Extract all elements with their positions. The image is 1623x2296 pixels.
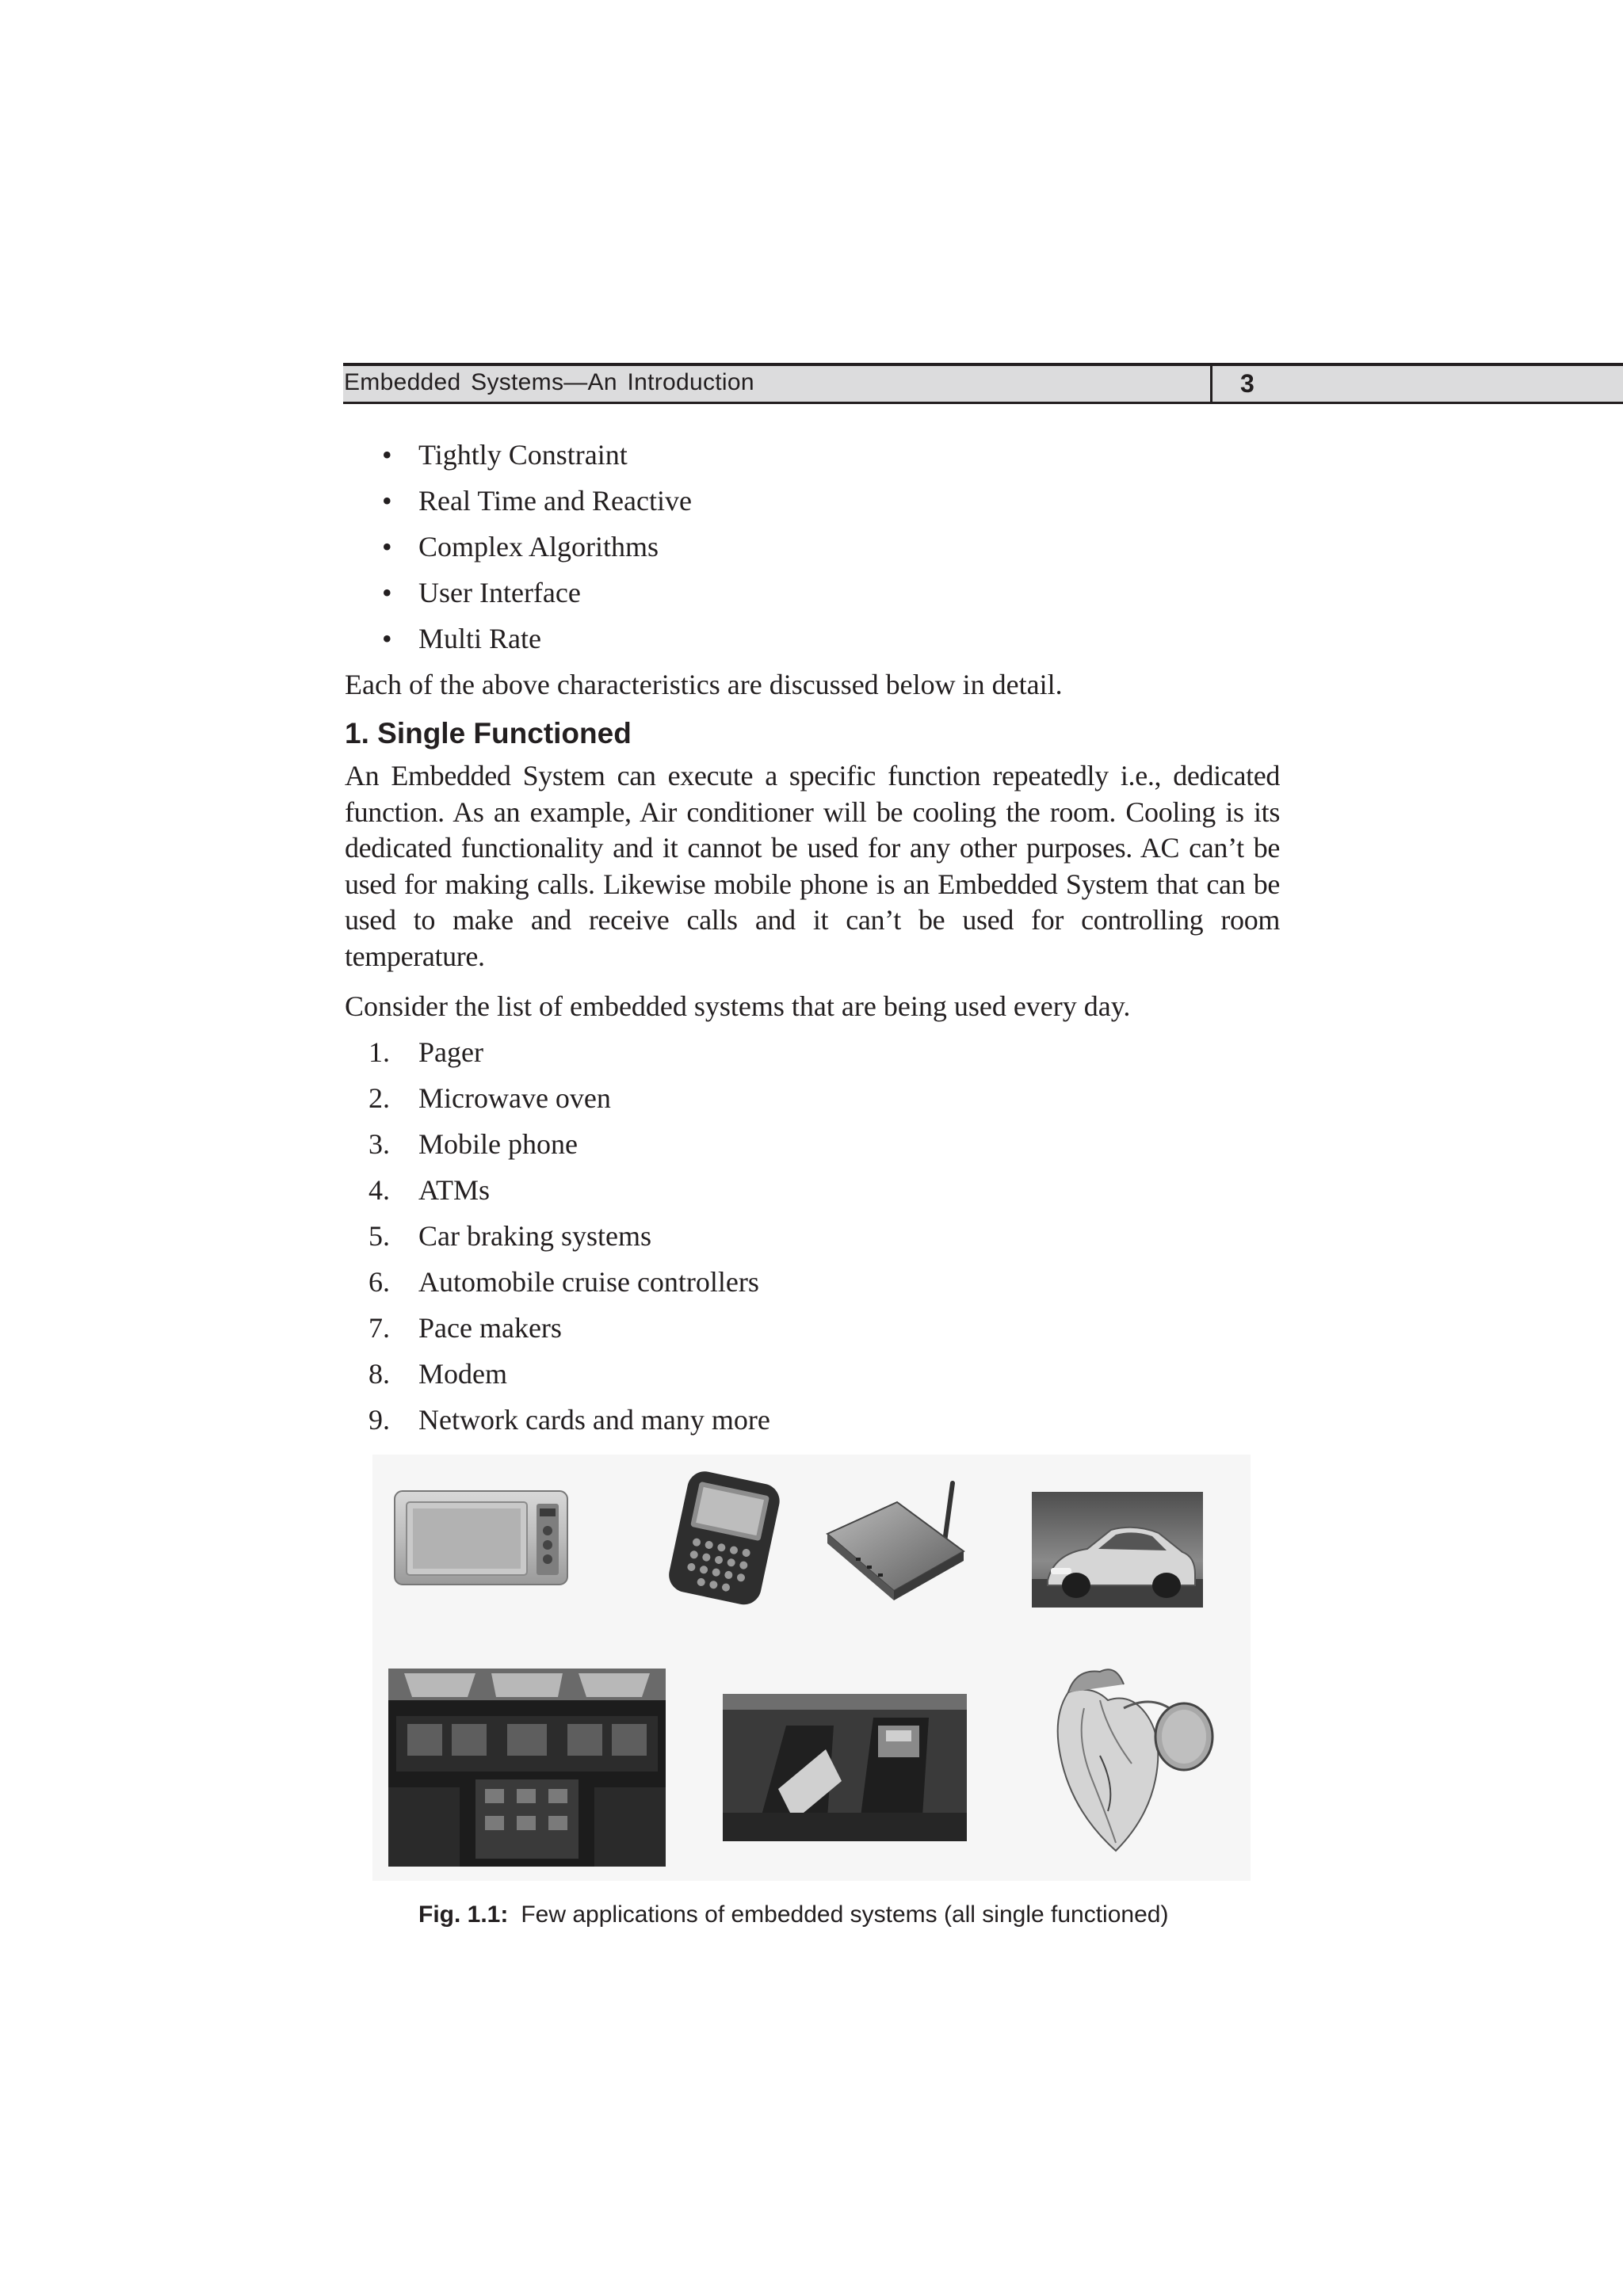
car-image [1032, 1492, 1203, 1608]
list-item: 7. Pace makers [369, 1311, 562, 1344]
list-item: 8. Modem [369, 1357, 507, 1390]
list-item: 3. Mobile phone [369, 1127, 578, 1160]
page-content [345, 432, 1280, 1443]
list-item: 1. Pager [369, 1035, 483, 1068]
intro-text: Each of the above characteristics are discussed below in detail. [345, 669, 1063, 700]
cockpit-image [388, 1669, 666, 1867]
list-item: • Multi Rate [345, 616, 1280, 662]
section-paragraph: An Embedded System can execute a specific function repeatedly i.e., dedicated function. As an example, Air conditioner will be cooling the room. Cooling is its dedicated functionality and it cannot be used for any other purposes. AC can’t be used for making calls. Likewise mobile phone is an Embedded System that can be used to make and receive calls and it can’t be used for controlling room temperature. [345, 760, 1280, 972]
running-header [343, 363, 1623, 404]
figure-applications [372, 1455, 1251, 1881]
caption-label: Fig. 1.1: [418, 1901, 509, 1928]
list-item: • User Interface [345, 570, 1280, 616]
bullet-mark: • [382, 623, 392, 654]
mobile-phone-image [654, 1470, 796, 1605]
list-item: 6. Automobile cruise controllers [369, 1265, 759, 1298]
caption-text: Few applications of embedded systems (all single functioned) [521, 1901, 1169, 1928]
section-heading: 1. Single Functioned [345, 717, 632, 749]
page-number: 3 [1240, 369, 1254, 398]
microwave-oven-image [392, 1486, 571, 1589]
bullet-mark: • [382, 577, 392, 608]
running-title: Embedded Systems—An Introduction [344, 369, 754, 395]
list-item: • Real Time and Reactive [345, 478, 1280, 524]
list-intro: Consider the list of embedded systems that are being used every day. [345, 990, 1131, 1022]
pacemaker-image [1021, 1661, 1219, 1867]
examples-list [345, 1029, 1280, 1443]
list-item: • Tightly Constraint [345, 432, 1280, 478]
figure-caption [418, 1901, 1168, 1928]
list-item: 4. ATMs [369, 1173, 491, 1206]
bullet-mark: • [382, 531, 392, 563]
characteristics-list [345, 432, 1280, 662]
header-divider [1210, 366, 1212, 402]
bullet-mark: • [382, 485, 392, 517]
braking-system-image [723, 1694, 967, 1841]
bullet-mark: • [382, 439, 392, 471]
modem-image [824, 1478, 967, 1605]
list-item: 5. Car braking systems [369, 1219, 651, 1252]
list-item: 2. Microwave oven [369, 1081, 611, 1114]
list-item: 9. Network cards and many more [369, 1403, 770, 1436]
list-item: • Complex Algorithms [345, 524, 1280, 570]
